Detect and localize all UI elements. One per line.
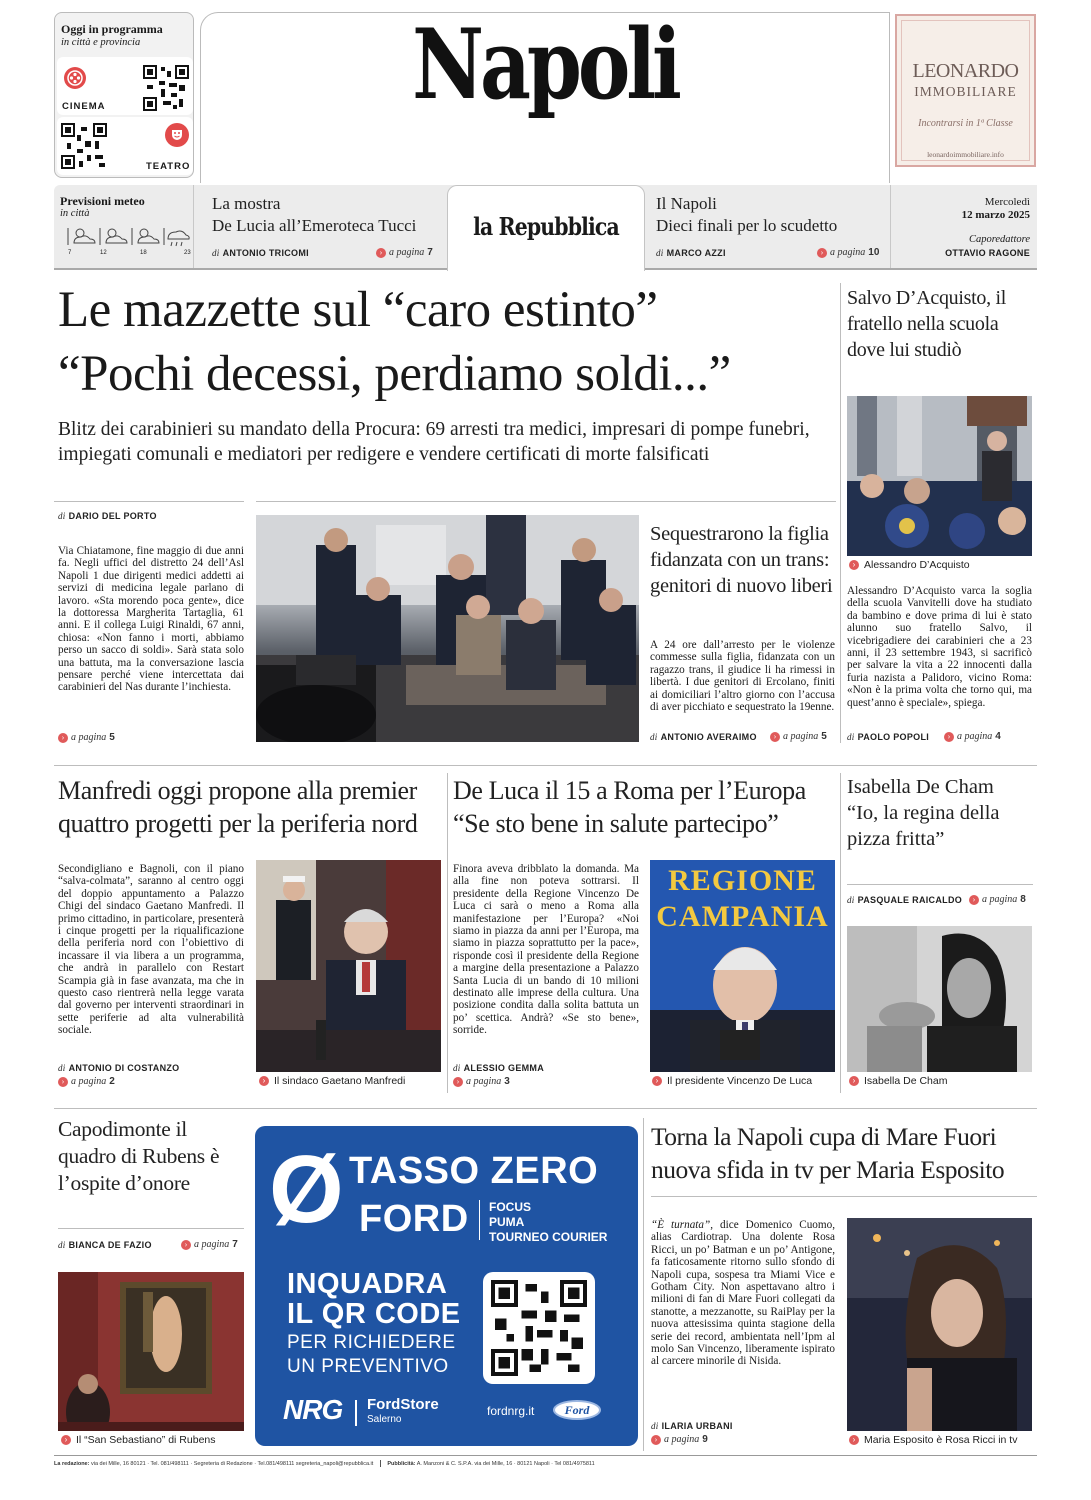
acquisto-page[interactable]: 4 (995, 731, 1001, 742)
meteo-forecast (60, 223, 192, 259)
acquisto-photo (847, 396, 1032, 556)
leonardo-ad[interactable] (895, 14, 1036, 167)
cham-page[interactable]: 8 (1020, 894, 1026, 905)
figlia-body: A 24 ore dall’arresto per le violenze commesse sulla figlia, fidanzata con un ragazzo trans, il giudice li ha rimessi in libertà. I due genitori di Ercolano, finiti ai domiciliari l’altro giorno con l’accusa di aver picchiato e sequestrato la 19enne. (650, 639, 835, 714)
ford-ad-line2: FORD (359, 1198, 469, 1240)
ford-qr-code[interactable] (483, 1272, 595, 1384)
arrow-icon: › (259, 1076, 269, 1086)
mostra-teaser[interactable] (200, 185, 445, 268)
by-label: di (58, 1063, 66, 1073)
by-label: di (212, 248, 220, 258)
issue-date: 12 marzo 2025 (961, 209, 1030, 221)
arrow-icon: › (944, 732, 954, 742)
top-strip (54, 185, 1037, 270)
footer (54, 1460, 1037, 1467)
leonardo-brand: LEONARDO (912, 60, 1019, 82)
meteo-hour-4: 23 (184, 250, 191, 256)
lead-body: Via Chiatamone, fine maggio di due anni fa. Negli uffici del distretto 24 dell’Asl Napoli 1 due dirigenti medici addetti ai servizi di medicina legale parlano di lavoro. «Sta morendo poca gente», dice la dottoressa Margherita Tartaglia, 61 anni. E il collega Luigi Rinaldi, 67 anni, chiosa: «Non fanno i morti, abbiamo perso un sacco di soldi». Sarà stata solo una battuta, ma la conversazione lascia pensare perché viene intercettata dai carabinieri del Nas durante l’inchiesta. (58, 545, 244, 694)
by-label: di (656, 248, 664, 258)
acquisto-body: Alessandro D’Acquisto varca la soglia della scuola Vanvitelli dove ha studiato da bambino e dove prima di lui è stato alunno suo fratello Salvo, il vicebrigadiere dei carabinieri che a 23 anni, il 23 settembre 1943, si sacrificò per salvare la vita a 22 innocenti dalla furia nazista a Palidoro, vicino Roma: «Non è la prima volta che torno qui, ma quest’anno è speciale», spiega. (847, 585, 1032, 709)
leonardo-tagline: Incontrarsi in 1ª Classe (918, 118, 1013, 129)
meteo-hour-3: 18 (140, 250, 147, 256)
cinema-label: CINEMA (62, 101, 106, 112)
theatre-masks-icon (165, 123, 189, 147)
lead-headline-1[interactable]: Le mazzette sul “caro estinto” (58, 282, 658, 338)
ford-ad[interactable] (255, 1126, 638, 1446)
arrow-icon: › (651, 1435, 661, 1445)
arrow-icon: › (652, 1076, 662, 1086)
by-label: di (58, 1240, 66, 1250)
marefuori-caption (849, 1434, 1017, 1446)
mostra-kicker: La mostra (212, 194, 281, 213)
ford-ad-symbol: Ø (269, 1136, 344, 1243)
manfredi-headline[interactable]: Manfredi oggi propone alla premier quattro progetti per la periferia nord (58, 776, 418, 838)
acquisto-headline[interactable]: Salvo D’Acquisto, il fratello nella scuola dove lui studiò (847, 287, 1006, 361)
rubens-caption-text: Il “San Sebastiano” di Rubens (76, 1434, 216, 1446)
figlia-headline[interactable]: Sequestrarono la figlia fidanzata con un trans: genitori di nuovo liberi (650, 523, 833, 597)
deluca-photo-sign-2: CAMPANIA (656, 900, 829, 933)
weekday: Mercoledì (984, 196, 1030, 208)
mostra-title: De Lucia all’Emeroteca Tucci (212, 216, 417, 235)
deluca-caption-text: Il presidente Vincenzo De Luca (667, 1075, 813, 1087)
lead-summary: Blitz dei carabinieri su mandato della Procura: 69 arresti tra medici, impresari di pompe funebri, impiegati comunali e mediatori per redigere e vendere certificati di morte falsificati (58, 419, 810, 465)
arrow-icon: › (58, 1077, 68, 1087)
marefuori-photo (847, 1218, 1032, 1431)
marefuori-quote: “È turnata” (651, 1219, 711, 1231)
marefuori-author: ILARIA URBANI (661, 1421, 733, 1431)
arrow-icon: › (817, 248, 827, 258)
by-label: di (847, 895, 855, 905)
manfredi-caption (259, 1075, 405, 1087)
page-ref-label: a pagina (957, 731, 993, 742)
teatro-label: TEATRO (146, 161, 191, 172)
cham-author: PASQUALE RAICALDO (857, 895, 963, 905)
figlia-author: ANTONIO AVERAIMO (660, 732, 757, 742)
page-ref-label: a pagina (194, 1239, 230, 1250)
arrow-icon: › (969, 895, 979, 905)
rubens-headline[interactable]: Capodimonte il quadro di Rubens è l’ospite d’onore (58, 1117, 220, 1195)
manfredi-page[interactable]: 2 (109, 1076, 115, 1087)
film-reel-icon (64, 67, 86, 89)
arrow-icon: › (453, 1077, 463, 1087)
deluca-body: Finora aveva dribblato la domanda. Ma alla fine non poteva sottrarsi. Il presidente della Regione Vincenzo De Luca ci sarà o meno a Roma alla manifestazione per l’Europa? «Noi siamo in piazza da anni per l’Europa, ma siamo in piazza soprattutto per la pace», risponde così il presidente della Regione a margine della presentazione a Palazzo Santa Lucia di un bando di 10 milioni destinato alle imprese della cultura. Una posizione condita dalla solita battuta un po’ scettica. Andrà? «Se sto bene», sorride. (453, 863, 639, 1037)
ford-cta-4: UN PREVENTIVO (287, 1356, 449, 1377)
manfredi-body: Secondigliano e Bagnoli, con il piano “salva-colmata”, saranno al centro oggi del doppio appuntamento a Palazzo Chigi del sindaco Gaetano Manfredi. Il primo cittadino, in particolare, presenterà i cinque progetti per la riqualificazione della periferia nord con l’obiettivo di incassare il via libera a un programma, che andrà in parallelo con Restart Scampia già in fase avanzata, ma che in questo caso rientrerà nella legge varata dal governo per interventi straordinari in sette periferie ad alta vulnerabilità sociale. (58, 863, 244, 1037)
repubblica-logo[interactable]: la Repubblica (473, 212, 619, 241)
programma-title: Oggi in programma (61, 22, 163, 36)
footer-pubblicita-label: Pubblicità: (387, 1460, 416, 1467)
footer-redazione: via dei Mille, 16 80121 · Tel. 081/498111 · Segreteria di Redazione · Tel.081/498111 segreteria_napoli@repubblica.it (90, 1460, 374, 1467)
carabinieri-press-photo (256, 515, 639, 742)
ford-url[interactable]: fordnrg.it (487, 1404, 535, 1418)
cham-headline-2[interactable]: “Io, la regina della pizza fritta” (847, 802, 1000, 850)
rubens-author: BIANCA DE FAZIO (68, 1240, 152, 1250)
manfredi-photo (256, 860, 441, 1072)
arrow-icon: › (849, 1435, 859, 1445)
deluca-photo (650, 860, 835, 1072)
by-label: di (650, 732, 658, 742)
meteo-subtitle: in città (60, 208, 90, 219)
deluca-photo-sign-1: REGIONE (668, 864, 817, 897)
page-ref-label: a pagina (389, 247, 425, 258)
leonardo-url[interactable]: leonardoimmobiliare.info (927, 150, 1004, 159)
leonardo-brand-sub: IMMOBILIARE (914, 84, 1017, 99)
napoli-title: Dieci finali per lo scudetto (656, 216, 838, 235)
ford-model-2: PUMA (489, 1215, 525, 1229)
page-ref-label: a pagina (466, 1076, 502, 1087)
arrow-icon: › (58, 733, 68, 743)
arrow-icon: › (849, 1076, 859, 1086)
footer-pubblicita: A. Manzoni & C. S.P.A. via dei Mille, 16 · 80121 Napoli · Tel 081/4975811 (416, 1460, 595, 1467)
figlia-page[interactable]: 5 (821, 731, 827, 742)
ford-model-3: TOURNEO COURIER (489, 1230, 608, 1244)
page-ref-label: a pagina (71, 1076, 107, 1087)
ford-cta-1: INQUADRA (287, 1268, 448, 1300)
nrg-logo: NRG (283, 1394, 343, 1425)
ford-cta-2: IL QR CODE (287, 1298, 461, 1330)
napoli-kicker: Il Napoli (656, 194, 717, 213)
marefuori-headline[interactable]: Torna la Napoli cupa di Mare Fuori nuova sfida in tv per Maria Esposito (651, 1122, 1005, 1184)
deluca-caption (652, 1075, 812, 1087)
ford-ad-line1: TASSO ZERO (349, 1150, 599, 1192)
teatro-qr-code[interactable] (61, 123, 107, 169)
page-ref-label: a pagina (982, 894, 1018, 905)
mostra-author: ANTONIO TRICOMI (222, 248, 309, 258)
caporedattore-name: OTTAVIO RAGONE (945, 248, 1030, 258)
mostra-page[interactable]: 7 (427, 247, 433, 258)
arrow-icon: › (376, 248, 386, 258)
masthead (0, 0, 1091, 185)
napoli-teaser[interactable] (646, 185, 891, 268)
arrow-icon: › (181, 1240, 191, 1250)
deluca-author: ALESSIO GEMMA (463, 1063, 545, 1073)
marefuori-body: , dice Domenico Cuomo, alias Cardiotrap. Una dolente Rosa Ricci, un po’ Batman e un po’ Antigone, fa faticosamente ritorno sullo sfondo di Napoli cupa, sospesa tra Miami Vice e Gotham City. Non aspettavano altro i milioni di fan di Mare Fuori collegati da stanotte, a mezzanotte, su RaiPlay per la nuova attesissima quinta stagione della serie dei record, ambientata nell’Ipm al molo San Vincenzo, liberamente ispirato al carcere minorile di Nisida. (651, 1219, 835, 1368)
page-ref-label: a pagina (830, 247, 866, 258)
fordstore-city: Salerno (367, 1414, 402, 1425)
ford-oval-text: Ford (564, 1403, 590, 1417)
lead-author: DARIO DEL PORTO (68, 511, 157, 521)
page-ref-label: a pagina (664, 1434, 700, 1445)
meteo-box (54, 185, 194, 268)
ford-cta-3: PER RICHIEDERE (287, 1332, 456, 1353)
arrow-icon: › (61, 1435, 71, 1445)
rubens-caption (61, 1434, 216, 1446)
cham-caption (849, 1075, 947, 1087)
page-ref-label: a pagina (71, 732, 107, 743)
manfredi-author: ANTONIO DI COSTANZO (68, 1063, 180, 1073)
deluca-headline-1[interactable]: De Luca il 15 a Roma per l’Europa (453, 776, 806, 805)
marefuori-caption-text: Maria Esposito è Rosa Ricci in tv (864, 1434, 1018, 1446)
date-box (892, 185, 1034, 268)
page-ref-label: a pagina (783, 731, 819, 742)
cinema-qr-code[interactable] (143, 65, 189, 111)
meteo-hour-2: 12 (100, 250, 107, 256)
by-label: di (651, 1421, 659, 1431)
cham-headline-1[interactable]: Isabella De Cham (847, 776, 994, 798)
meteo-title: Previsioni meteo (60, 194, 145, 208)
ford-model-1: FOCUS (489, 1200, 531, 1214)
acquisto-author: PAOLO POPOLI (857, 732, 930, 742)
by-label: di (847, 732, 855, 742)
footer-redazione-label: La redazione: (54, 1460, 90, 1467)
deluca-page[interactable]: 3 (504, 1076, 510, 1087)
acquisto-caption (849, 559, 970, 571)
masthead-title[interactable]: Napoli (412, 8, 678, 121)
cham-caption-text: Isabella De Cham (864, 1075, 948, 1087)
teatro-card[interactable] (57, 117, 193, 175)
cham-photo (847, 926, 1032, 1072)
rubens-page[interactable]: 7 (232, 1239, 238, 1250)
cinema-card[interactable] (57, 57, 193, 115)
programma-box (54, 12, 194, 178)
programma-subtitle: in città e provincia (61, 37, 141, 48)
arrow-icon: › (849, 560, 859, 570)
napoli-author: MARCO AZZI (666, 248, 726, 258)
by-label: di (58, 511, 66, 521)
caporedattore-label: Caporedattore (968, 234, 1030, 245)
marefuori-body-wrap (651, 1219, 835, 1368)
acquisto-caption-text: Alessandro D’Acquisto (864, 559, 970, 571)
fordstore-name: FordStore (367, 1396, 439, 1413)
lead-page[interactable]: 5 (109, 732, 115, 743)
by-label: di (453, 1063, 461, 1073)
ford-oval-logo (553, 1400, 601, 1420)
lead-headline-2[interactable]: “Pochi decessi, perdiamo soldi...” (58, 346, 731, 402)
rubens-photo (58, 1272, 244, 1431)
arrow-icon: › (770, 732, 780, 742)
manfredi-caption-text: Il sindaco Gaetano Manfredi (274, 1075, 406, 1087)
repubblica-logo-box (447, 185, 645, 271)
marefuori-page[interactable]: 9 (702, 1434, 708, 1445)
deluca-headline-2[interactable]: “Se sto bene in salute partecipo” (453, 809, 779, 838)
napoli-page[interactable]: 10 (868, 247, 880, 258)
meteo-hour-1: 7 (68, 250, 72, 256)
